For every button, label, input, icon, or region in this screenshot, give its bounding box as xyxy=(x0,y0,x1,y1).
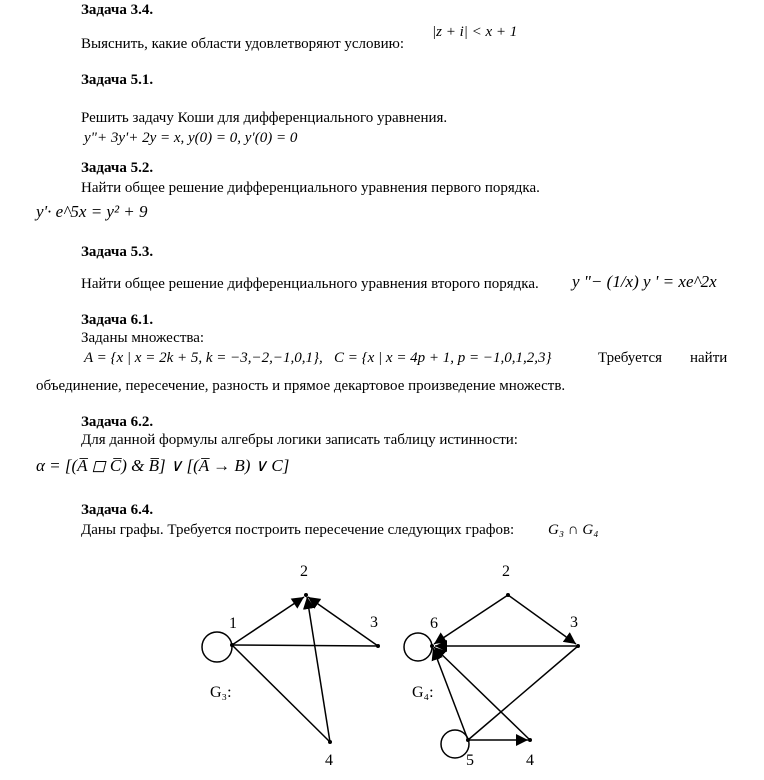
task-5-1-text: Решить задачу Коши для дифференциального уравнения. xyxy=(81,110,448,126)
task-6-4-heading: Задача 6.4. xyxy=(81,502,154,518)
g3-edge-3-2 xyxy=(308,597,378,646)
g3-title: G₃: xyxy=(210,684,232,701)
g3-vertex-4 xyxy=(328,740,332,744)
g4-edge-4-6 xyxy=(434,647,530,740)
g4-label-6: 6 xyxy=(430,615,438,632)
task-6-1-req-2: найти xyxy=(690,350,728,366)
task-6-2-heading: Задача 6.2. xyxy=(81,414,154,430)
task-5-1-heading: Задача 5.1. xyxy=(81,72,154,88)
g3-edge-4-2 xyxy=(307,597,330,742)
task-3-4-heading: Задача 3.4. xyxy=(81,2,154,18)
g4-label-2: 2 xyxy=(502,563,510,580)
g4-label-3: 3 xyxy=(570,614,578,631)
task-6-2-formula: α = [(A̅ ◻ C̅) & B̅] ∨ [(A̅ → B) ∨ C] xyxy=(36,456,290,475)
g4-vertex-6 xyxy=(430,644,434,648)
g4-label-5: 5 xyxy=(466,752,474,769)
task-6-2-text: Для данной формулы алгебры логики записать таблицу истинности: xyxy=(81,432,518,448)
task-6-4-formula: G₃ ∩ G₄ xyxy=(548,522,599,538)
g3-edge-1-4 xyxy=(232,645,330,742)
task-5-2-formula: y'· e^5x = y² + 9 xyxy=(36,202,148,221)
g4-edge-2-3 xyxy=(508,595,576,644)
task-5-2-heading: Задача 5.2. xyxy=(81,160,154,176)
g4-vertex-2 xyxy=(506,593,510,597)
g3-label-1: 1 xyxy=(229,615,237,632)
task-5-1-formula: y"+ 3y'+ 2y = x, y(0) = 0, y′(0) = 0 xyxy=(84,130,298,146)
g4-label-4: 4 xyxy=(526,752,534,769)
g3-label-4: 4 xyxy=(325,752,333,769)
g3-edge-1-3 xyxy=(232,645,378,646)
g4-edge-5-6 xyxy=(433,648,468,740)
g3-edge-1-2 xyxy=(232,597,304,645)
g4-vertex-3 xyxy=(576,644,580,648)
g3-label-2: 2 xyxy=(300,563,308,580)
g4-title: G₄: xyxy=(412,684,434,701)
task-3-4-formula: |z + i| < x + 1 xyxy=(432,24,518,40)
task-5-3-heading: Задача 5.3. xyxy=(81,244,154,260)
g4-vertex-5 xyxy=(466,738,470,742)
g4-edge-5-3 xyxy=(468,646,578,740)
g3-label-3: 3 xyxy=(370,614,378,631)
g4-vertex-4 xyxy=(528,738,532,742)
g4-edge-2-6 xyxy=(434,595,508,644)
task-6-1-req-1: Требуется xyxy=(598,350,663,366)
g3-vertex-3 xyxy=(376,644,380,648)
graphs-figure xyxy=(0,555,764,780)
task-5-2-text: Найти общее решение дифференциального уравнения первого порядка. xyxy=(81,180,540,196)
task-6-1-line1: Заданы множества: xyxy=(81,330,205,346)
g3-loop-1 xyxy=(202,632,232,662)
g4-loop-6 xyxy=(404,633,432,661)
g3-vertex-1 xyxy=(230,643,234,647)
task-5-3-formula: y "− (1/x) y ' = xe^2x xyxy=(572,272,717,291)
g4-loop-5 xyxy=(441,730,469,758)
task-6-4-text: Даны графы. Требуется построить пересечение следующих графов: xyxy=(81,522,515,538)
task-6-1-heading: Задача 6.1. xyxy=(81,312,154,328)
task-5-3-text: Найти общее решение дифференциального уравнения второго порядка. xyxy=(81,276,539,292)
task-6-1-line3: объединение, пересечение, разность и прямое декартовое произведение множеств. xyxy=(36,378,566,394)
task-6-1-set-a: A = {x | x = 2k + 5, k = −3,−2,−1,0,1}, xyxy=(84,350,323,366)
g3-vertex-2 xyxy=(304,593,308,597)
task-6-1-set-c: C = {x | x = 4p + 1, p = −1,0,1,2,3} xyxy=(334,350,552,366)
task-3-4-text: Выяснить, какие области удовлетворяют условию: xyxy=(81,36,405,52)
